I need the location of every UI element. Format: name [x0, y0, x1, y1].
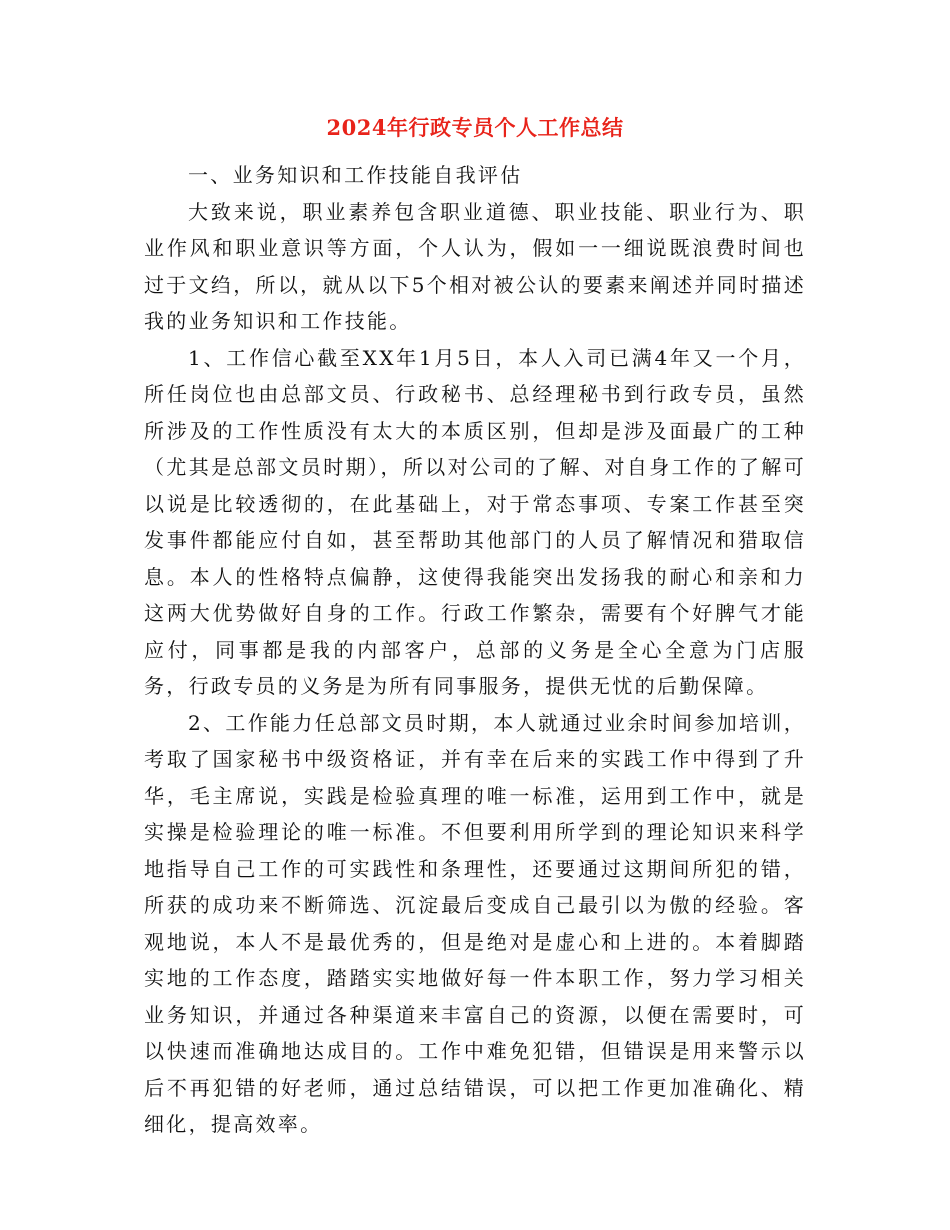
paragraph-intro: 大致来说，职业素养包含职业道德、职业技能、职业行为、职业作风和职业意识等方面，个人认为，假如一一细说既浪费时间也过于文绉，所以，就从以下5个相对被公认的要素来阐述并同时描述我的业务知识和工作技能。 — [144, 199, 806, 333]
section-heading: 一、业务知识和工作技能自我评估 — [188, 163, 523, 187]
document-body — [144, 157, 806, 1143]
paragraph-work-ability: 2、工作能力任总部文员时期，本人就通过业余时间参加培训，考取了国家秘书中级资格证，并有幸在后来的实践工作中得到了升华，毛主席说，实践是检验真理的唯一标准，运用到工作中，就是实操是检验理论的唯一标准。不但要利用所学到的理论知识来科学地指导自己工作的可实践性和条理性，还要通过这期间所犯的错，所获的成功来不断筛选、沉淀最后变成自己最引以为傲的经验。客观地说，本人不是最优秀的，但是绝对是虚心和上进的。本着脚踏实地的工作态度，踏踏实实地做好每一件本职工作，努力学习相关业务知识，并通过各种渠道来丰富自己的资源，以便在需要时，可以快速而准确地达成目的。工作中难免犯错，但错误是用来警示以后不再犯错的好老师，通过总结错误，可以把工作更加准确化、精细化，提高效率。 — [144, 710, 806, 1136]
paragraph-work-confidence: 1、工作信心截至XX年1月5日，本人入司已满4年又一个月，所任岗位也由总部文员、行政秘书、总经理秘书到行政专员，虽然所涉及的工作性质没有太大的本质区别，但却是涉及面最广的工种（尤其是总部文员时期），所以对公司的了解、对自身工作的了解可以说是比较透彻的，在此基础上，对于常态事项、专案工作甚至突发事件都能应付自如，甚至帮助其他部门的人员了解情况和猎取信息。本人的性格特点偏静，这使得我能突出发扬我的耐心和亲和力这两大优势做好自身的工作。行政工作繁杂，需要有个好脾气才能应付，同事都是我的内部客户，总部的义务是全心全意为门店服务，行政专员的义务是为所有同事服务，提供无忧的后勤保障。 — [144, 345, 806, 698]
document-title: 2024年行政专员个人工作总结 — [326, 115, 624, 140]
